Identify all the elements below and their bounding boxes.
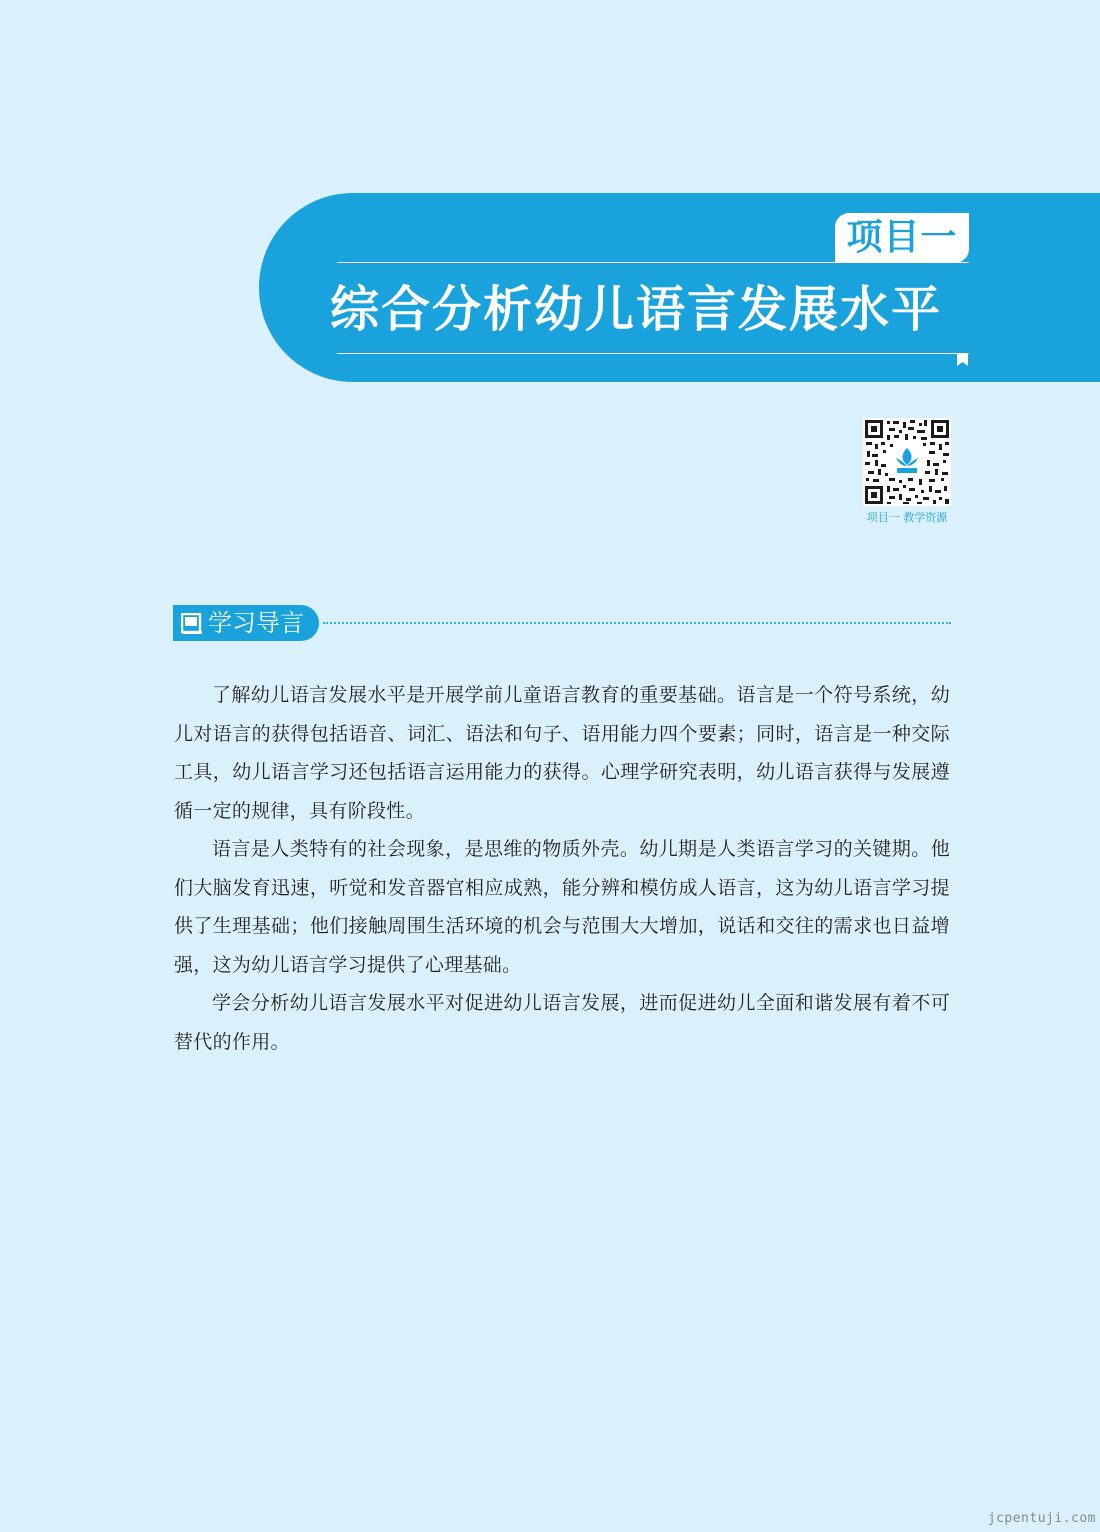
- bookmark-icon: [957, 353, 968, 366]
- qr-code[interactable]: [863, 418, 951, 506]
- qr-caption: 项目一 教学资源: [866, 511, 948, 524]
- section-label: 学习导言: [208, 609, 304, 637]
- intro-text: [174, 676, 950, 1061]
- paragraph: 语言是人类特有的社会现象，是思维的物质外壳。幼儿期是人类语言学习的关键期。他们大脑发育迅速，听觉和发音器官相应成熟，能分辨和模仿成人语言，这为幼儿语言学习提供了生理基础；他们接触周围生活环境的机会与范围大大增加，说话和交往的需求也日益增强，这为幼儿语言学习提供了心理基础。: [174, 838, 950, 976]
- title-rule-bottom: [337, 353, 969, 354]
- page-title: 综合分析幼儿语言发展水平: [330, 281, 943, 338]
- paragraph: 学会分析幼儿语言发展水平对促进幼儿语言发展，进而促进幼儿全面和谐发展有着不可替代的作用。: [174, 992, 950, 1053]
- paragraph: 了解幼儿语言发展水平是开展学前儿童语言教育的重要基础。语言是一个符号系统，幼儿对语言的获得包括语音、词汇、语法和句子、语用能力四个要素；同时，语言是一种交际工具，幼儿语言学习还包括语言运用能力的获得。心理学研究表明，幼儿语言获得与发展遵循一定的规律，具有阶段性。: [174, 684, 950, 822]
- title-rule-top: [337, 262, 969, 263]
- book-icon: [181, 613, 203, 635]
- project-tag: 项目一: [835, 213, 969, 263]
- section-badge: [173, 605, 319, 641]
- qr-code-graphic: [863, 418, 951, 506]
- section-divider: [323, 622, 951, 624]
- watermark: jcpentuji.com: [987, 1511, 1096, 1526]
